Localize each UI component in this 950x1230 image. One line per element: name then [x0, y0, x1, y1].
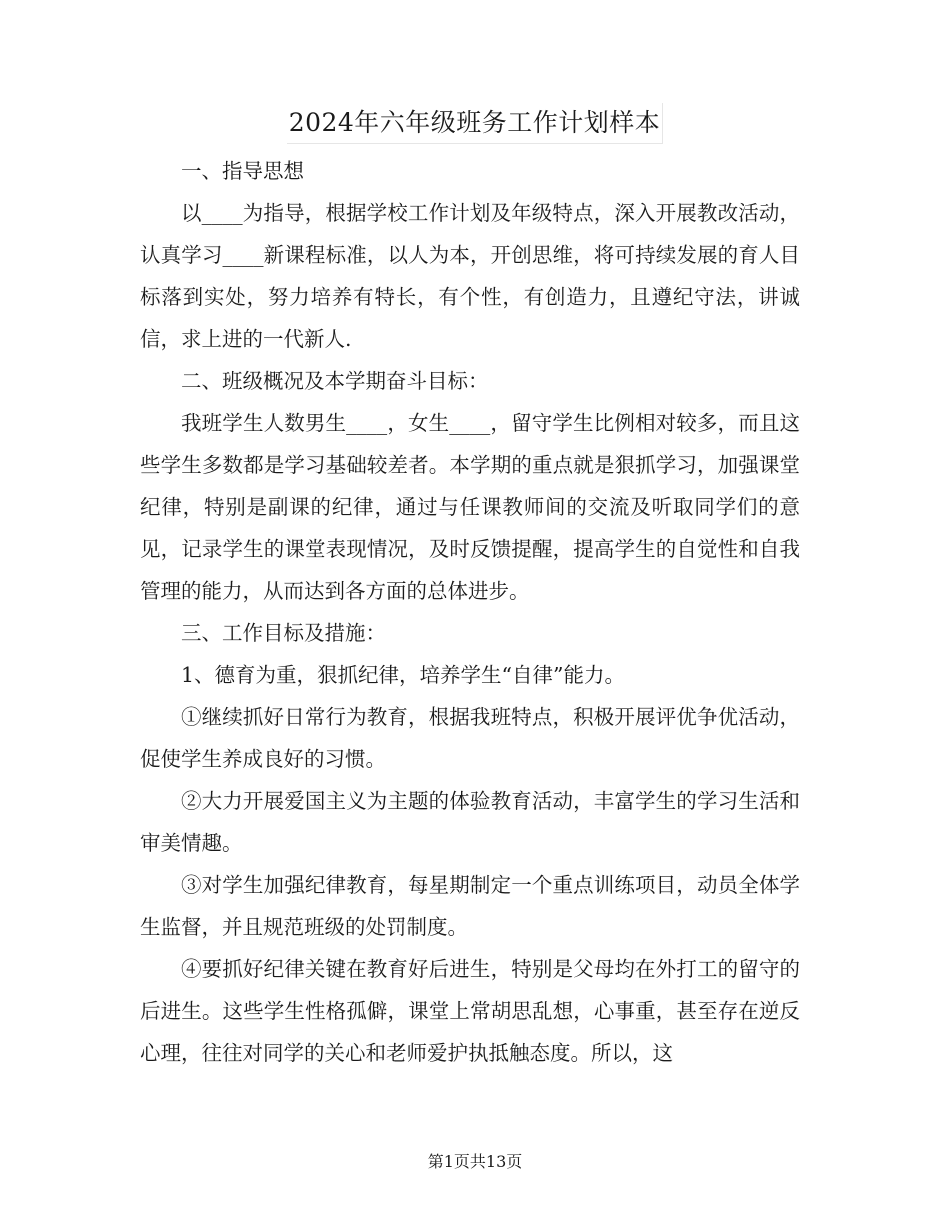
paragraph-guiding-ideology: 以____为指导，根据学校工作计划及年级特点，深入开展教改活动，认真学习____新课程标准，以人为本，开创思维，将可持续发展的育人目标落到实处，努力培养有特长，有个性，有创造力，且遵纪守法，讲诚信，求上进的一代新人.: [140, 201, 800, 351]
heading-class-overview: 二、班级概况及本学期奋斗目标：: [181, 369, 489, 393]
list-item-3: ③对学生加强纪律教育，每星期制定一个重点训练项目，动员全体学生监督，并且规范班级的处罚制度。: [140, 873, 800, 939]
document-body: [140, 150, 800, 1074]
document-title: 2024年六年级班务工作计划样本: [287, 103, 664, 144]
paragraph-class-overview: 我班学生人数男生____，女生____，留守学生比例相对较多，而且这些学生多数都是学习基础较差者。本学期的重点就是狠抓学习，加强课堂纪律，特别是副课的纪律，通过与任课教师间的交流及听取同学们的意见，记录学生的课堂表现情况，及时反馈提醒，提高学生的自觉性和自我管理的能力，从而达到各方面的总体进步。: [140, 411, 800, 603]
list-item-2: ②大力开展爱国主义为主题的体验教育活动，丰富学生的学习生活和审美情趣。: [140, 789, 800, 855]
list-item-1: ①继续抓好日常行为教育，根据我班特点，积极开展评优争优活动，促使学生养成良好的习惯。: [140, 705, 800, 771]
heading-guiding-ideology: 一、指导思想: [181, 159, 304, 183]
page-number: 第1页共13页: [427, 1152, 523, 1171]
list-item-4: ④要抓好纪律关键在教育好后进生，特别是父母均在外打工的留守的后进生。这些学生性格孤僻，课堂上常胡思乱想，心事重，甚至存在逆反心理，往往对同学的关心和老师爱护执抵触态度。所以，这: [140, 957, 800, 1065]
document-title-wrapper: [0, 103, 950, 144]
heading-work-goals: 三、工作目标及措施：: [181, 621, 386, 645]
subheading-moral-education: 1、德育为重，狠抓纪律，培养学生“自律”能力。: [181, 663, 626, 687]
